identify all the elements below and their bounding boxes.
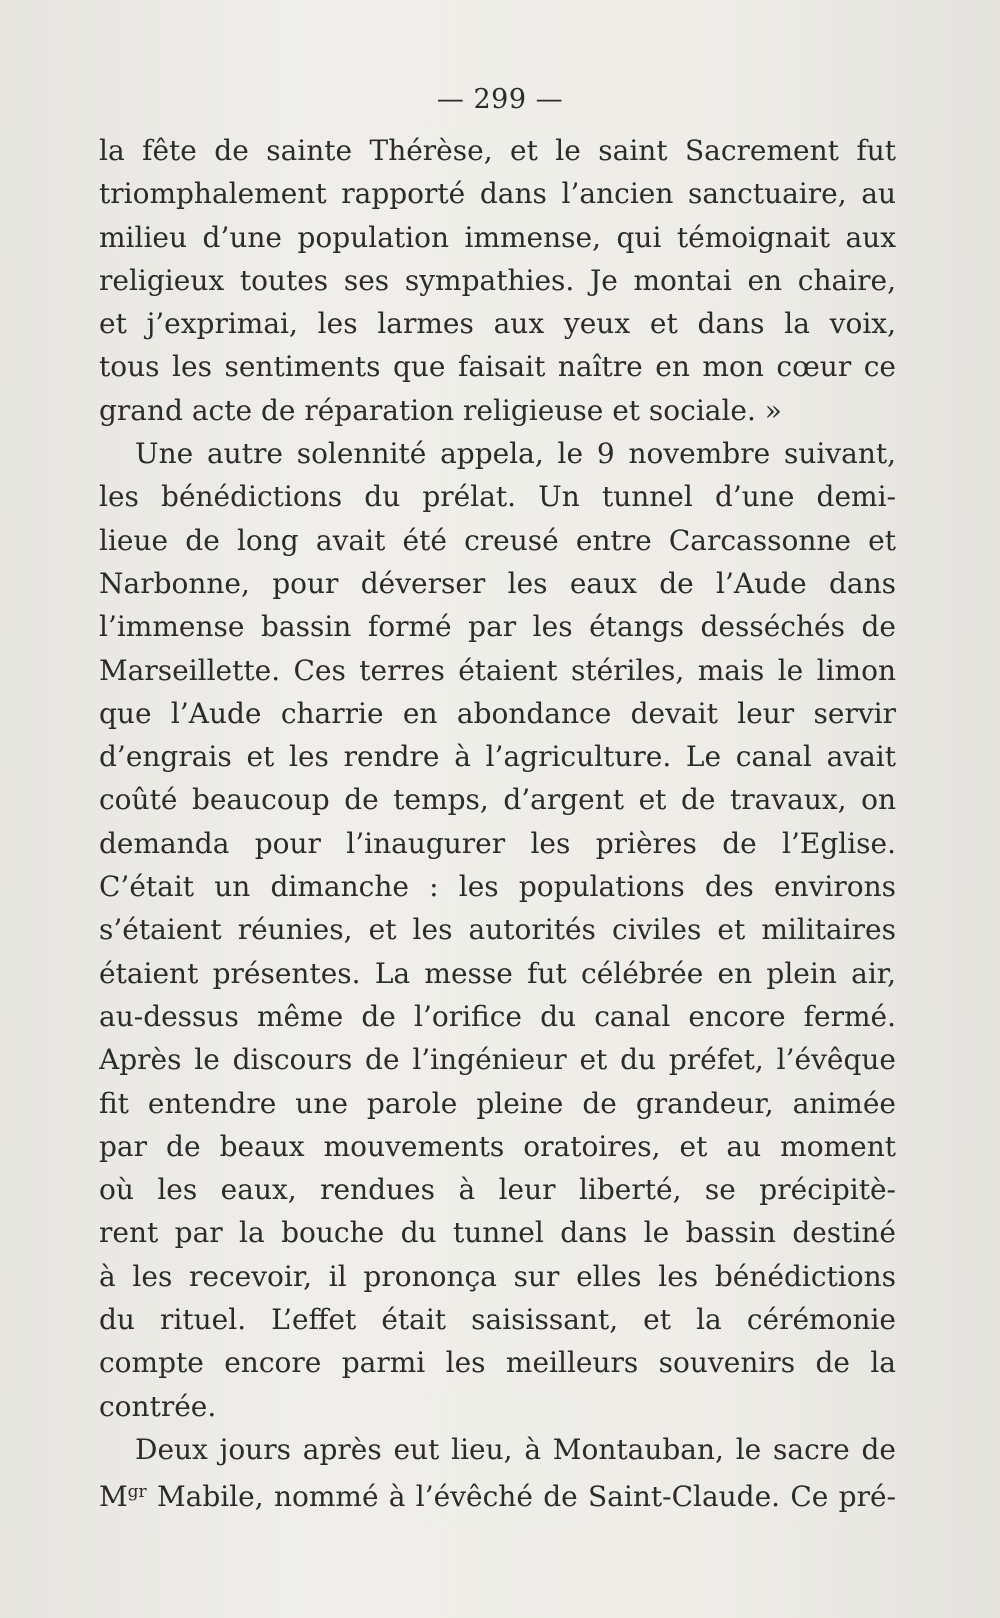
- text-line: d’engrais et les rendre à l’agriculture. Le canal avait: [99, 740, 896, 774]
- text-line: l’immense bassin formé par les étangs desséchés de: [99, 610, 896, 644]
- text-line: à les recevoir, il prononça sur elles les bénédictions: [99, 1259, 896, 1293]
- text-line: Après le discours de l’ingénieur et du préfet, l’évêque: [99, 1043, 896, 1077]
- text-line: contrée.: [99, 1389, 217, 1423]
- final-line-text: Mabile, nommé à l’évêché de Saint-Claude. Ce pré-: [146, 1480, 896, 1514]
- text-line: milieu d’une population immense, qui témoignait aux: [99, 220, 896, 254]
- text-line: grand acte de réparation religieuse et sociale. »: [99, 393, 782, 427]
- text-line: rent par la bouche du tunnel dans le bassin destiné: [99, 1216, 896, 1250]
- text-line: que l’Aude charrie en abondance devait leur servir: [99, 696, 896, 730]
- monseigneur-superscript: gr: [127, 1482, 147, 1503]
- text-line: du rituel. L’effet était saisissant, et la cérémonie: [99, 1303, 896, 1337]
- text-line: tous les sentiments que faisait naître en mon cœur ce: [99, 350, 896, 384]
- monseigneur-abbrev: M: [99, 1480, 128, 1514]
- text-line: Une autre solennité appela, le 9 novembre suivant,: [135, 437, 896, 471]
- text-line: par de beaux mouvements oratoires, et au moment: [99, 1129, 896, 1163]
- text-line: Deux jours après eut lieu, à Montauban, le sacre de: [135, 1432, 896, 1466]
- text-line: religieux toutes ses sympathies. Je montai en chaire,: [99, 263, 896, 297]
- text-line: demanda pour l’inaugurer les prières de l’Eglise.: [99, 826, 896, 860]
- text-line: coûté beaucoup de temps, d’argent et de travaux, on: [99, 783, 896, 817]
- text-line: triomphalement rapporté dans l’ancien sanctuaire, au: [99, 177, 896, 211]
- text-line: fit entendre une parole pleine de grandeur, animée: [99, 1086, 896, 1120]
- text-line: au-dessus même de l’orifice du canal encore fermé.: [99, 999, 896, 1033]
- text-line: Marseillette. Ces terres étaient stériles, mais le limon: [99, 653, 896, 687]
- text-line: où les eaux, rendues à leur liberté, se précipitè-: [99, 1173, 896, 1207]
- text-line: compte encore parmi les meilleurs souvenirs de la: [99, 1346, 896, 1380]
- text-line: les bénédictions du prélat. Un tunnel d’une demi-: [99, 480, 896, 514]
- body-text: [99, 129, 896, 1515]
- text-line: Narbonne, pour déverser les eaux de l’Aude dans: [99, 566, 896, 600]
- text-line: C’était un dimanche : les populations des environs: [99, 870, 896, 904]
- text-line: et j’exprimai, les larmes aux yeux et dans la voix,: [99, 307, 896, 341]
- text-line-final: [99, 1471, 896, 1514]
- text-line: lieue de long avait été creusé entre Carcassonne et: [99, 523, 896, 557]
- text-line: la fête de sainte Thérèse, et le saint Sacrement fut: [99, 134, 896, 167]
- page-number: — 299 —: [436, 84, 564, 115]
- text-line: étaient présentes. La messe fut célébrée en plein air,: [99, 956, 896, 990]
- text-line: s’étaient réunies, et les autorités civiles et militaires: [99, 913, 896, 947]
